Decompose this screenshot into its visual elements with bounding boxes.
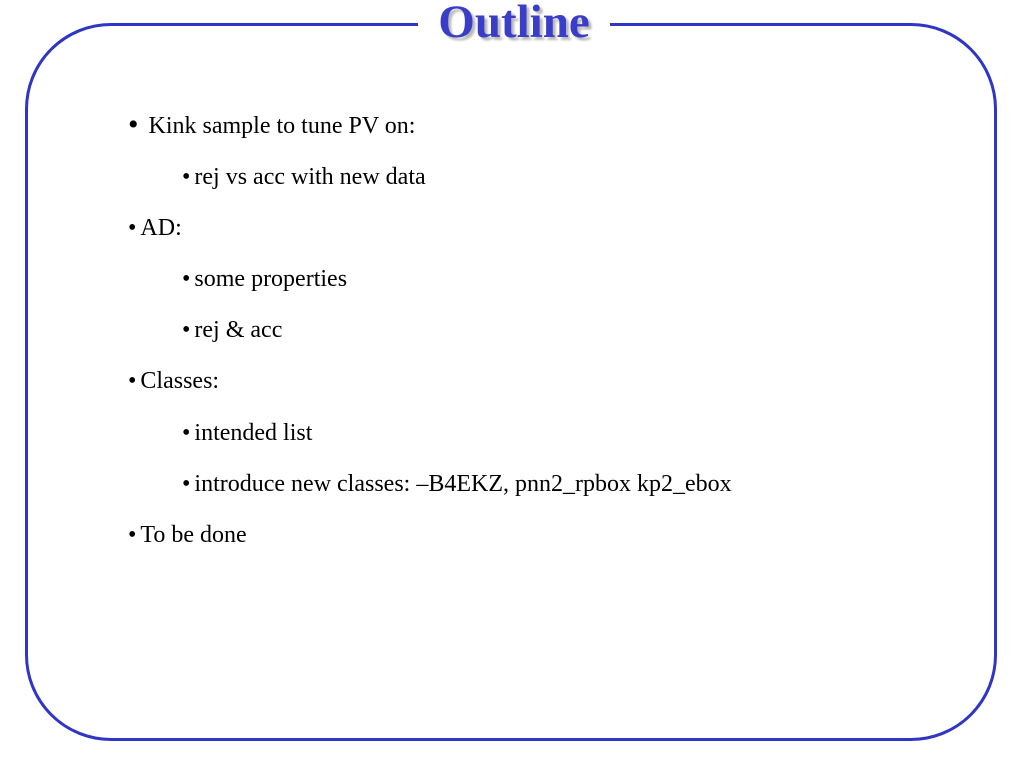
bullet-icon: •	[128, 368, 137, 394]
bullet-icon: •	[182, 266, 191, 292]
bullet-text: introduce new classes: –B4EKZ, pnn2_rpbox kp2_ebox	[194, 471, 732, 497]
bullet-text: rej vs acc with new data	[194, 164, 426, 190]
bullet-icon: •	[182, 164, 191, 190]
slide-title: Outline	[438, 0, 590, 48]
bullet-text: intended list	[194, 420, 313, 446]
bullet-text: Kink sample to tune PV on:	[148, 113, 416, 139]
bullet-item	[182, 418, 312, 448]
bullet-item	[128, 213, 182, 243]
bullet-text: To be done	[140, 522, 247, 548]
bullet-item	[128, 109, 415, 141]
bullet-text: rej & acc	[194, 317, 283, 343]
bullet-icon: •	[182, 471, 191, 497]
bullet-item	[182, 315, 282, 345]
bullet-item	[182, 469, 732, 499]
bullet-item	[182, 264, 347, 294]
bullet-item	[128, 520, 247, 550]
bullet-icon: •	[128, 215, 137, 241]
bullet-text: Classes:	[140, 368, 220, 394]
bullet-text: AD:	[140, 215, 182, 241]
bullet-icon: •	[182, 317, 191, 343]
bullet-icon: •	[182, 420, 191, 446]
bullet-icon: •	[128, 522, 137, 548]
bullet-item	[182, 162, 426, 192]
bullet-item	[128, 366, 219, 396]
bullet-icon: •	[128, 108, 139, 141]
bullet-text: some properties	[194, 266, 348, 292]
